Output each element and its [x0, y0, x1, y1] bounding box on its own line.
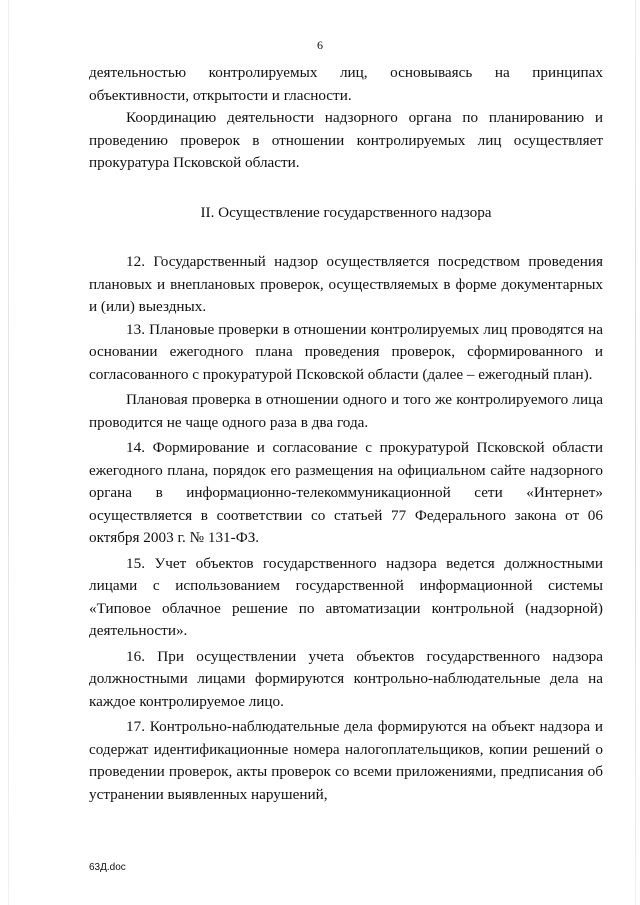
scan-edge-right	[635, 0, 636, 905]
paragraph-15: 15. Учет объектов государственного надзора ведется должностными лицами с использованием государственной информационной системы «Типовое облачное решение по автоматизации контрольной (надзорной) деятельности».	[89, 554, 603, 639]
document-body	[89, 62, 603, 806]
page-number: 6	[317, 38, 323, 52]
scan-edge-left	[8, 0, 9, 905]
paragraph-14: 14. Формирование и согласование с прокуратурой Псковской области ежегодного плана, порядок его размещения на официальном сайте надзорного органа в информационно-телекоммуникационной сети «Интернет» осуществляется в соответствии со статьей 77 Федерального закона от 06 октября 2003 г. № 131-ФЗ.	[89, 439, 603, 546]
paragraph-16: 16. При осуществлении учета объектов государственного надзора должностными лицами формируются контрольно-наблюдательные дела на каждое контролируемое лицо.	[89, 647, 603, 710]
footer-filename: 63Д.doc	[89, 862, 126, 873]
paragraph-13: 13. Плановые проверки в отношении контролируемых лиц проводятся на основании ежегодного плана проведения проверок, сформированного и согласованного с прокуратурой Псковской области (далее – ежегодный план).	[89, 320, 603, 383]
paragraph-coordination: Координацию деятельности надзорного органа по планированию и проведению проверок в отношении контролируемых лиц осуществляет прокуратура Псковской области.	[89, 109, 603, 171]
paragraph-12: 12. Государственный надзор осуществляется посредством проведения плановых и внеплановых проверок, осуществляемых в форме документарных и (или) выездных.	[89, 253, 603, 315]
section-heading: II. Осуществление государственного надзора	[200, 203, 492, 221]
paragraph-13-note: Плановая проверка в отношении одного и того же контролируемого лица проводится не чаще одного раза в два года.	[89, 391, 603, 431]
paragraph-continued: деятельностью контролируемых лиц, основываясь на принципах объективности, открытости и гласности.	[89, 64, 603, 104]
paragraph-17: 17. Контрольно-наблюдательные дела формируются на объект надзора и содержат идентификационные номера налогоплательщиков, копии решений о проведении проверок, акты проверок со всеми приложениями, предписания об устранении выявленных нарушений,	[89, 718, 603, 803]
